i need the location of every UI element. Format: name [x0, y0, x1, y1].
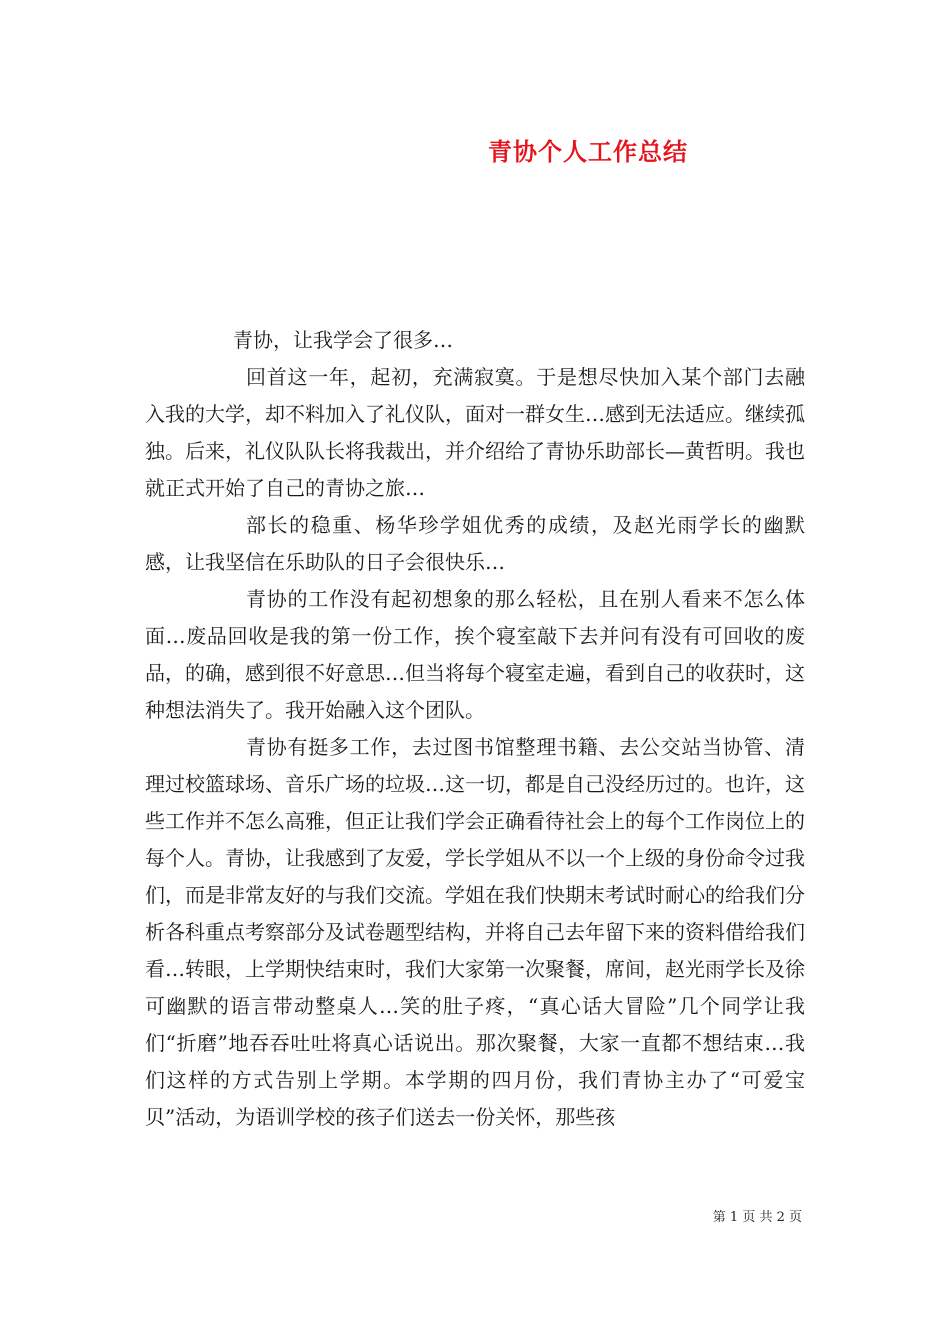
page-number-footer: 第 1 页 共 2 页 [712, 1210, 802, 1225]
document-title: 青协个人工作总结 [488, 137, 688, 166]
intro-line: 青协，让我学会了很多… [233, 328, 453, 352]
paragraph: 回首这一年，起初，充满寂寞。于是想尽快加入某个部门去融入我的大学，却不料加入了礼仪队，面对一群女生…感到无法适应。继续孤独。后来，礼仪队队长将我裁出，并介绍给了青协乐助部长—黄哲明。我也就正式开始了自己的青协之旅… [145, 365, 805, 500]
paragraph: 部长的稳重、杨华珍学姐优秀的成绩，及赵光雨学长的幽默感，让我坚信在乐助队的日子会很快乐… [145, 513, 805, 574]
paragraph: 青协的工作没有起初想象的那么轻松，且在别人看来不怎么体面…废品回收是我的第一份工作，挨个寝室敲下去并问有没有可回收的废品，的确，感到很不好意思…但当将每个寝室走遍，看到自己的收获时，这种想法消失了。我开始融入这个团队。 [145, 587, 805, 722]
document-body [145, 322, 805, 1136]
paragraph: 青协有挺多工作，去过图书馆整理书籍、去公交站当协管、清理过校篮球场、音乐广场的垃圾…这一切，都是自己没经历过的。也许，这些工作并不怎么高雅，但正让我们学会正确看待社会上的每个工作岗位上的每个人。青协，让我感到了友爱，学长学姐从不以一个上级的身份命令过我们，而是非常友好的与我们交流。学姐在我们快期末考试时耐心的给我们分析各科重点考察部分及试卷题型结构，并将自己去年留下来的资料借给我们看…转眼，上学期快结束时，我们大家第一次聚餐，席间，赵光雨学长及徐可幽默的语言带动整桌人…笑的肚子疼，“真心话大冒险”几个同学让我们“折磨”地吞吞吐吐将真心话说出。那次聚餐，大家一直都不想结束…我们这样的方式告别上学期。本学期的四月份，我们青协主办了“可爱宝贝”活动，为语训学校的孩子们送去一份关怀，那些孩 [145, 735, 805, 1129]
